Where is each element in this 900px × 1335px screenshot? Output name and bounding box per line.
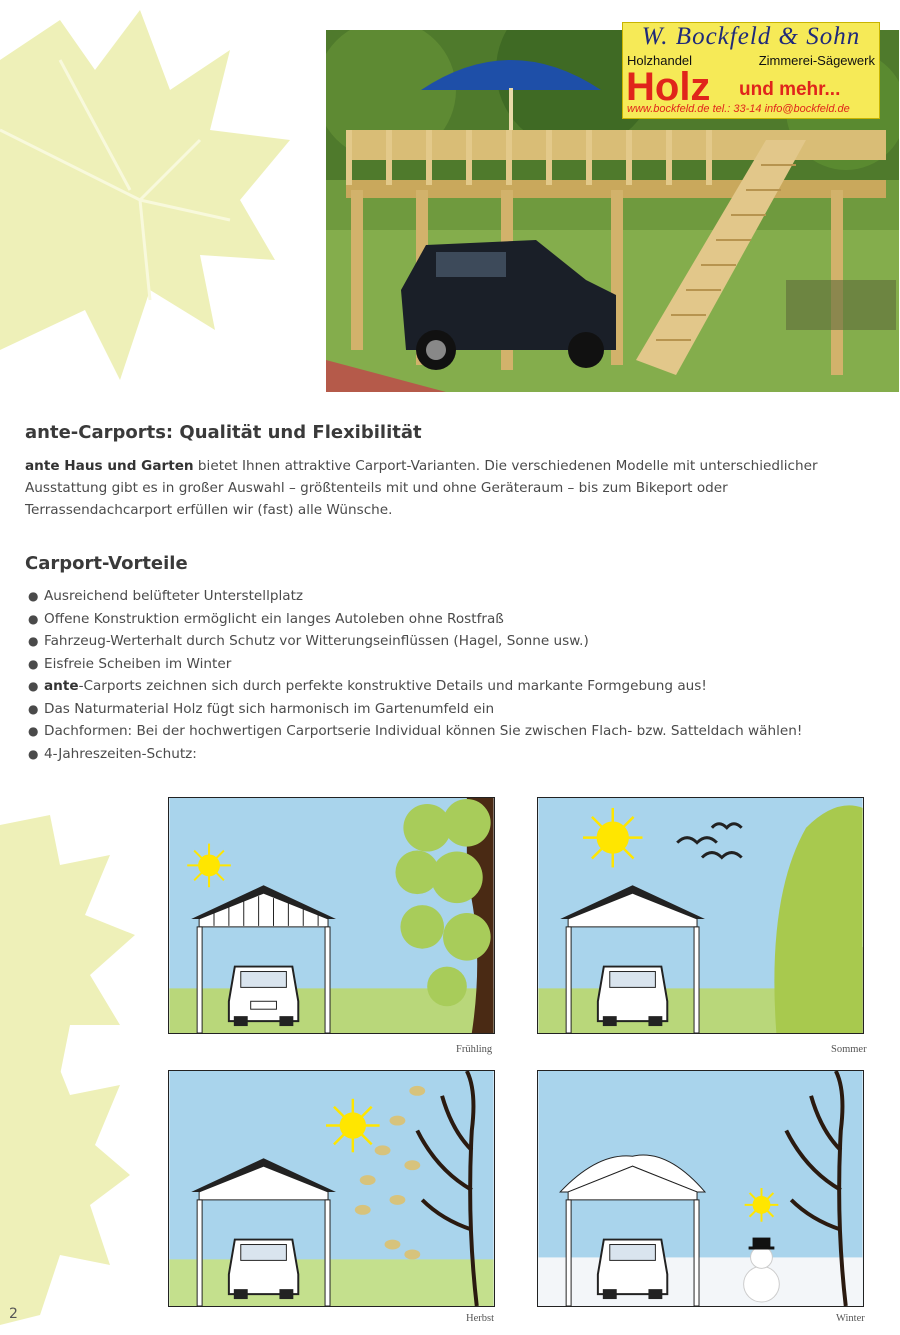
caption-autumn: Herbst [466, 1313, 494, 1324]
bullet-icon: ● [28, 611, 39, 626]
list-item: ● Dachformen: Bei der hochwertigen Carportserie Individual können Sie zwischen Flach- bzw. Satteldach wählen! [25, 720, 802, 743]
section-heading-quality: ante-Carports: Qualität und Flexibilität [25, 422, 422, 443]
bullet-icon: ● [28, 634, 39, 648]
list-item: ● Offene Konstruktion ermöglicht ein langes Autoleben ohne Rostfraß [25, 608, 802, 631]
maple-leaf-decoration-top [0, 0, 300, 420]
list-item: ● Fahrzeug-Werterhalt durch Schutz vor Witterungseinflüssen (Hagel, Sonne usw.) [25, 630, 802, 653]
season-illustration-summer [537, 797, 864, 1034]
bullet-icon: ● [28, 701, 39, 716]
company-name: W. Bockfeld & Sohn [641, 23, 861, 50]
holz-wordmark: Holz [626, 65, 711, 109]
advantages-list [25, 585, 802, 765]
intro-paragraph [25, 455, 865, 521]
intro-text: bietet Ihnen attraktive Carport-Varianten. Die verschiedenen Modelle mit unterschiedlicher Ausstattung gibt es in großer Auswahl – größtenteils mit und ohne Geräteraum – bis zum Bikeport oder Terrassendachcarport erfüllen wir (fast) alle Wünsche. [25, 458, 818, 518]
tagline-holzhandel: Holzhandel [627, 53, 693, 68]
season-illustration-autumn [168, 1070, 495, 1307]
list-item: ● ante-Carports zeichnen sich durch perfekte konstruktive Details und markante Formgebung aus! [25, 675, 802, 698]
list-item: ● 4-Jahreszeiten-Schutz: [25, 743, 802, 766]
season-illustration-winter [537, 1070, 864, 1307]
maple-leaf-decoration-bottom [0, 815, 140, 1335]
company-logo-banner [622, 22, 880, 119]
page-number: 2 [9, 1306, 18, 1322]
bullet-icon: ● [28, 656, 39, 671]
season-illustration-spring [168, 797, 495, 1034]
bullet-icon: ● [28, 679, 39, 693]
caption-spring: Frühling [456, 1044, 493, 1055]
caption-summer: Sommer [831, 1044, 867, 1055]
caption-winter: Winter [836, 1313, 865, 1324]
list-item: ● Das Naturmaterial Holz fügt sich harmonisch im Gartenumfeld ein [25, 698, 802, 721]
contact-line: www.bockfeld.de tel.: 33-14 info@bockfeld.de [627, 103, 850, 115]
bullet-icon: ● [28, 724, 39, 738]
bullet-icon: ● [28, 589, 39, 603]
list-item: ● Ausreichend belüfteter Unterstellplatz [25, 585, 802, 608]
section-heading-advantages: Carport-Vorteile [25, 553, 188, 574]
tagline-zimmerei: Zimmerei-Sägewerk [758, 53, 875, 68]
intro-strong: ante Haus und Garten [25, 458, 194, 474]
und-mehr-text: und mehr... [739, 79, 841, 100]
bullet-icon: ● [28, 746, 39, 761]
list-item: ● Eisfreie Scheiben im Winter [25, 653, 802, 676]
